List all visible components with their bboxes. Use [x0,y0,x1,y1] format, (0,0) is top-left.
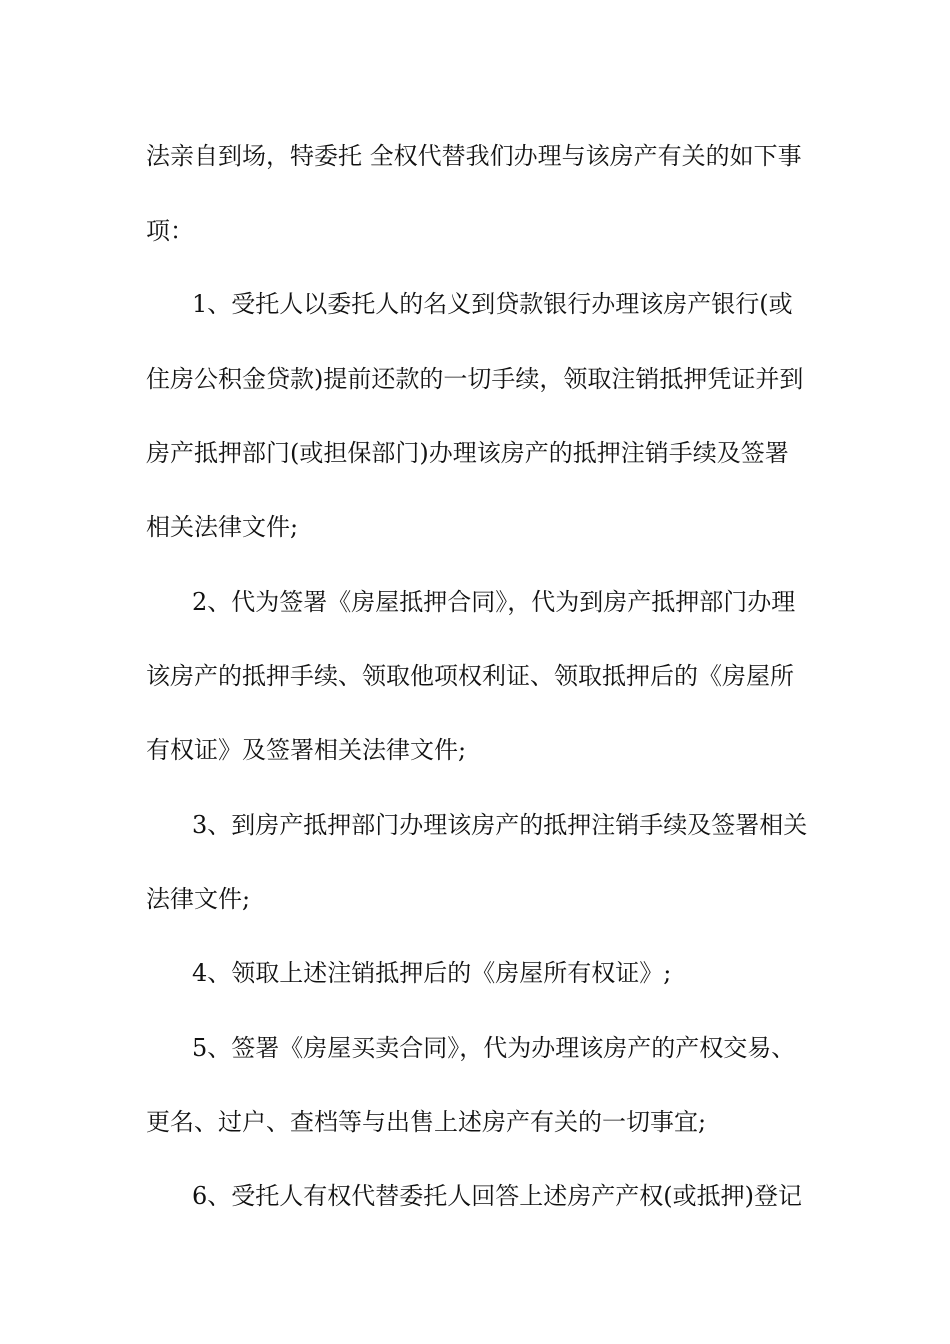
text-line-8: 该房产的抵押手续、领取他项权利证、领取抵押后的《房屋所 [146,662,794,690]
text-line-4: 住房公积金贷款)提前还款的一切手续，领取注销抵押凭证并到 [146,365,804,393]
text-line-14: 更名、过户、查档等与出售上述房产有关的一切事宜; [146,1108,707,1136]
text-line-12: 4、领取上述注销抵押后的《房屋所有权证》; [192,959,672,987]
text-line-13: 5、签署《房屋买卖合同》，代为办理该房产的产权交易、 [192,1034,796,1062]
text-line-10: 3、到房产抵押部门办理该房产的抵押注销手续及签署相关 [192,811,808,839]
text-line-5: 房产抵押部门(或担保部门)办理该房产的抵押注销手续及签署 [146,439,789,467]
text-line-11: 法律文件; [146,885,251,913]
text-line-3: 1、受托人以委托人的名义到贷款银行办理该房产银行(或 [192,290,793,318]
text-line-7: 2、代为签署《房屋抵押合同》，代为到房产抵押部门办理 [192,588,796,616]
text-line-1: 法亲自到场，特委托 全权代替我们办理与该房产有关的如下事 [146,142,802,170]
text-line-6: 相关法律文件; [146,513,299,541]
text-line-9: 有权证》及签署相关法律文件; [146,736,467,764]
text-line-15: 6、受托人有权代替委托人回答上述房产产权(或抵押)登记 [192,1182,802,1210]
text-line-2: 项： [146,217,194,245]
